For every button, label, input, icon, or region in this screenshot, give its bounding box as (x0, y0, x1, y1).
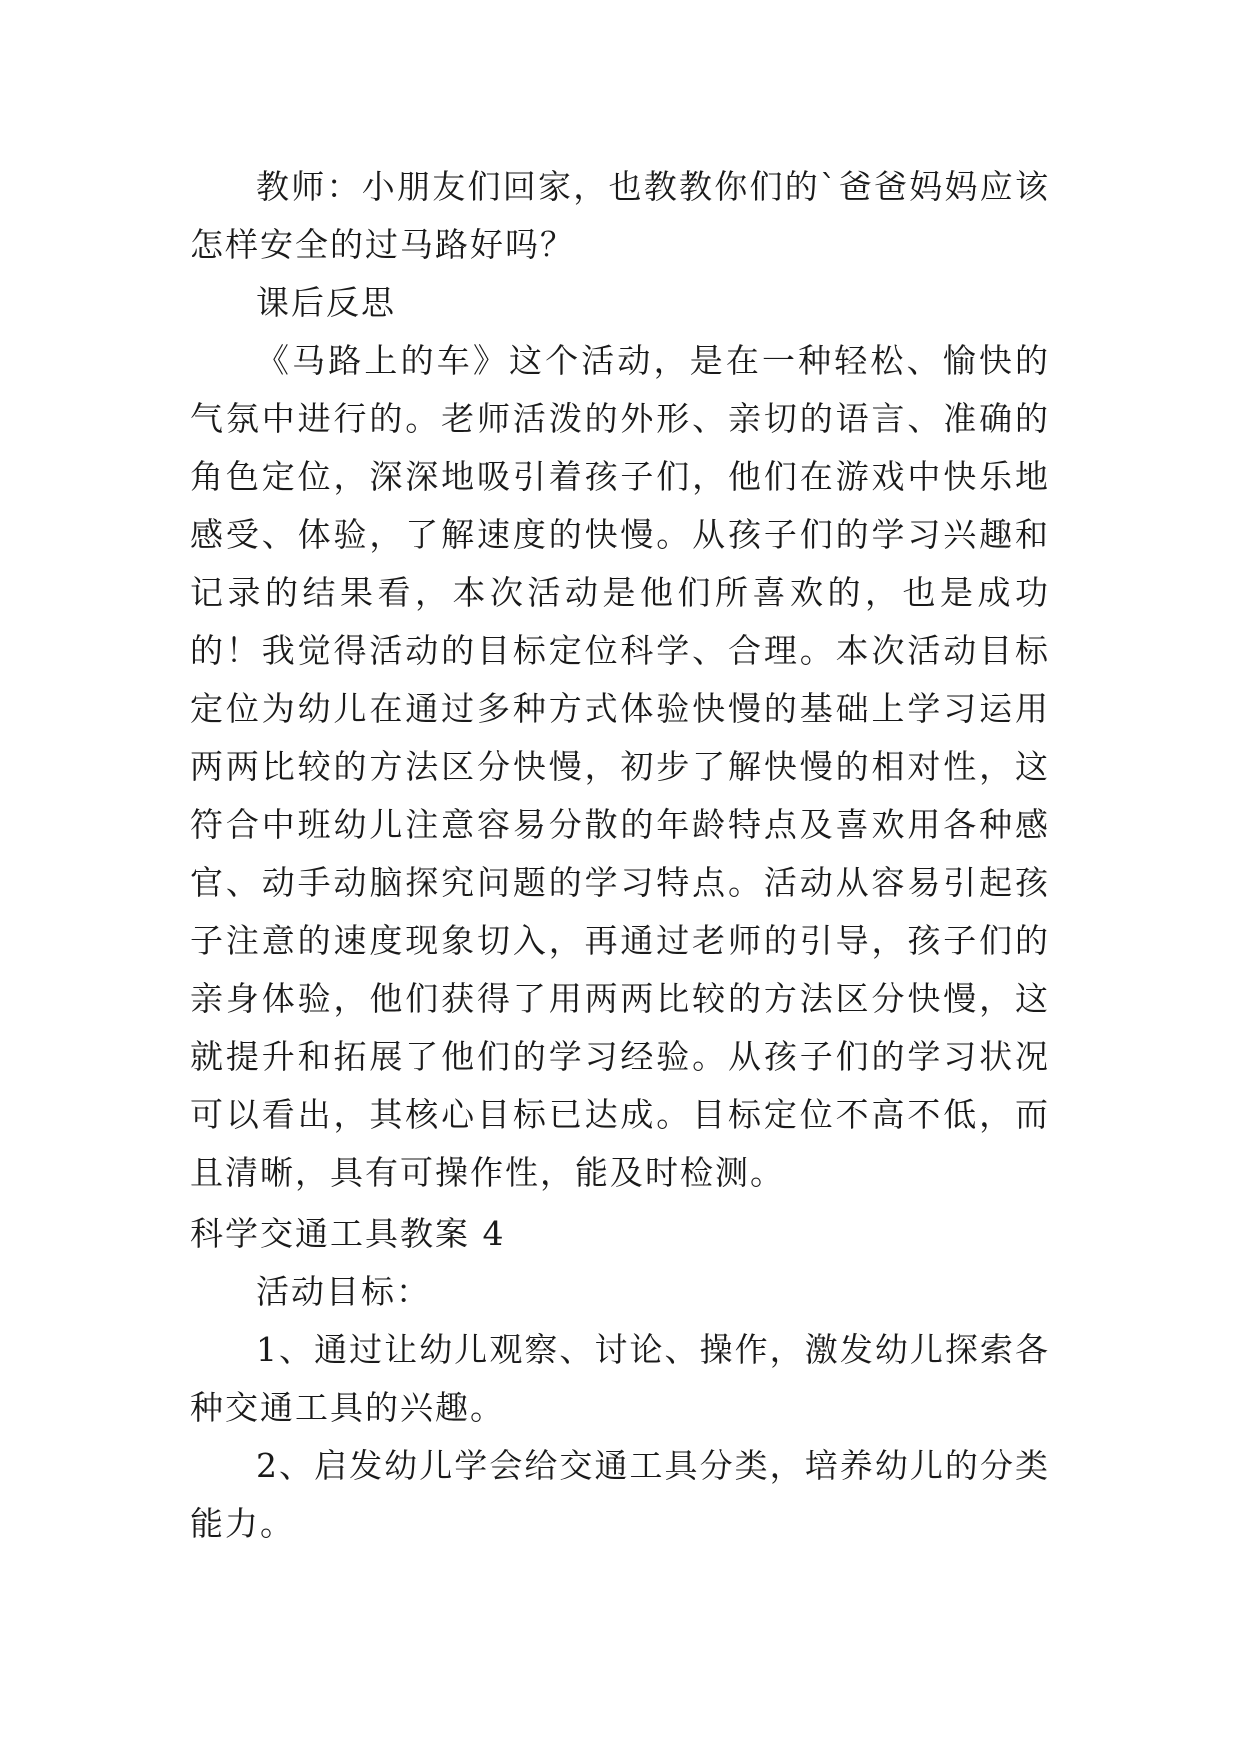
reflection-heading: 课后反思 (256, 283, 396, 322)
goal-item-1: 1、通过让幼儿观察、讨论、操作，激发幼儿探索各种交通工具的兴趣。 (190, 1330, 1050, 1427)
section-lesson-plan-4 (190, 1205, 1050, 1553)
section-reflection (190, 158, 1050, 1202)
goals-heading: 活动目标： (256, 1272, 431, 1311)
reflection-paragraph: 《马路上的车》这个活动，是在一种轻松、愉快的气氛中进行的。老师活泼的外形、亲切的语言、准确的角色定位，深深地吸引着孩子们，他们在游戏中快乐地感受、体验，了解速度的快慢。从孩子们的学习兴趣和记录的结果看，本次活动是他们所喜欢的，也是成功的！我觉得活动的目标定位科学、合理。本次活动目标定位为幼儿在通过多种方式体验快慢的基础上学习运用两两比较的方法区分快慢，初步了解快慢的相对性，这符合中班幼儿注意容易分散的年龄特点及喜欢用各种感官、动手动脑探究问题的学习特点。活动从容易引起孩子注意的速度现象切入，再通过老师的引导，孩子们的亲身体验，他们获得了用两两比较的方法区分快慢，这就提升和拓展了他们的学习经验。从孩子们的学习状况可以看出，其核心目标已达成。目标定位不高不低，而且清晰，具有可操作性，能及时检测。 (190, 341, 1050, 1192)
teacher-closing-line: 教师：小朋友们回家，也教教你们的`爸爸妈妈应该怎样安全的过马路好吗？ (190, 167, 1050, 264)
goal-item-2: 2、启发幼儿学会给交通工具分类，培养幼儿的分类能力。 (190, 1446, 1050, 1543)
lesson-plan-title: 科学交通工具教案 4 (190, 1214, 506, 1253)
